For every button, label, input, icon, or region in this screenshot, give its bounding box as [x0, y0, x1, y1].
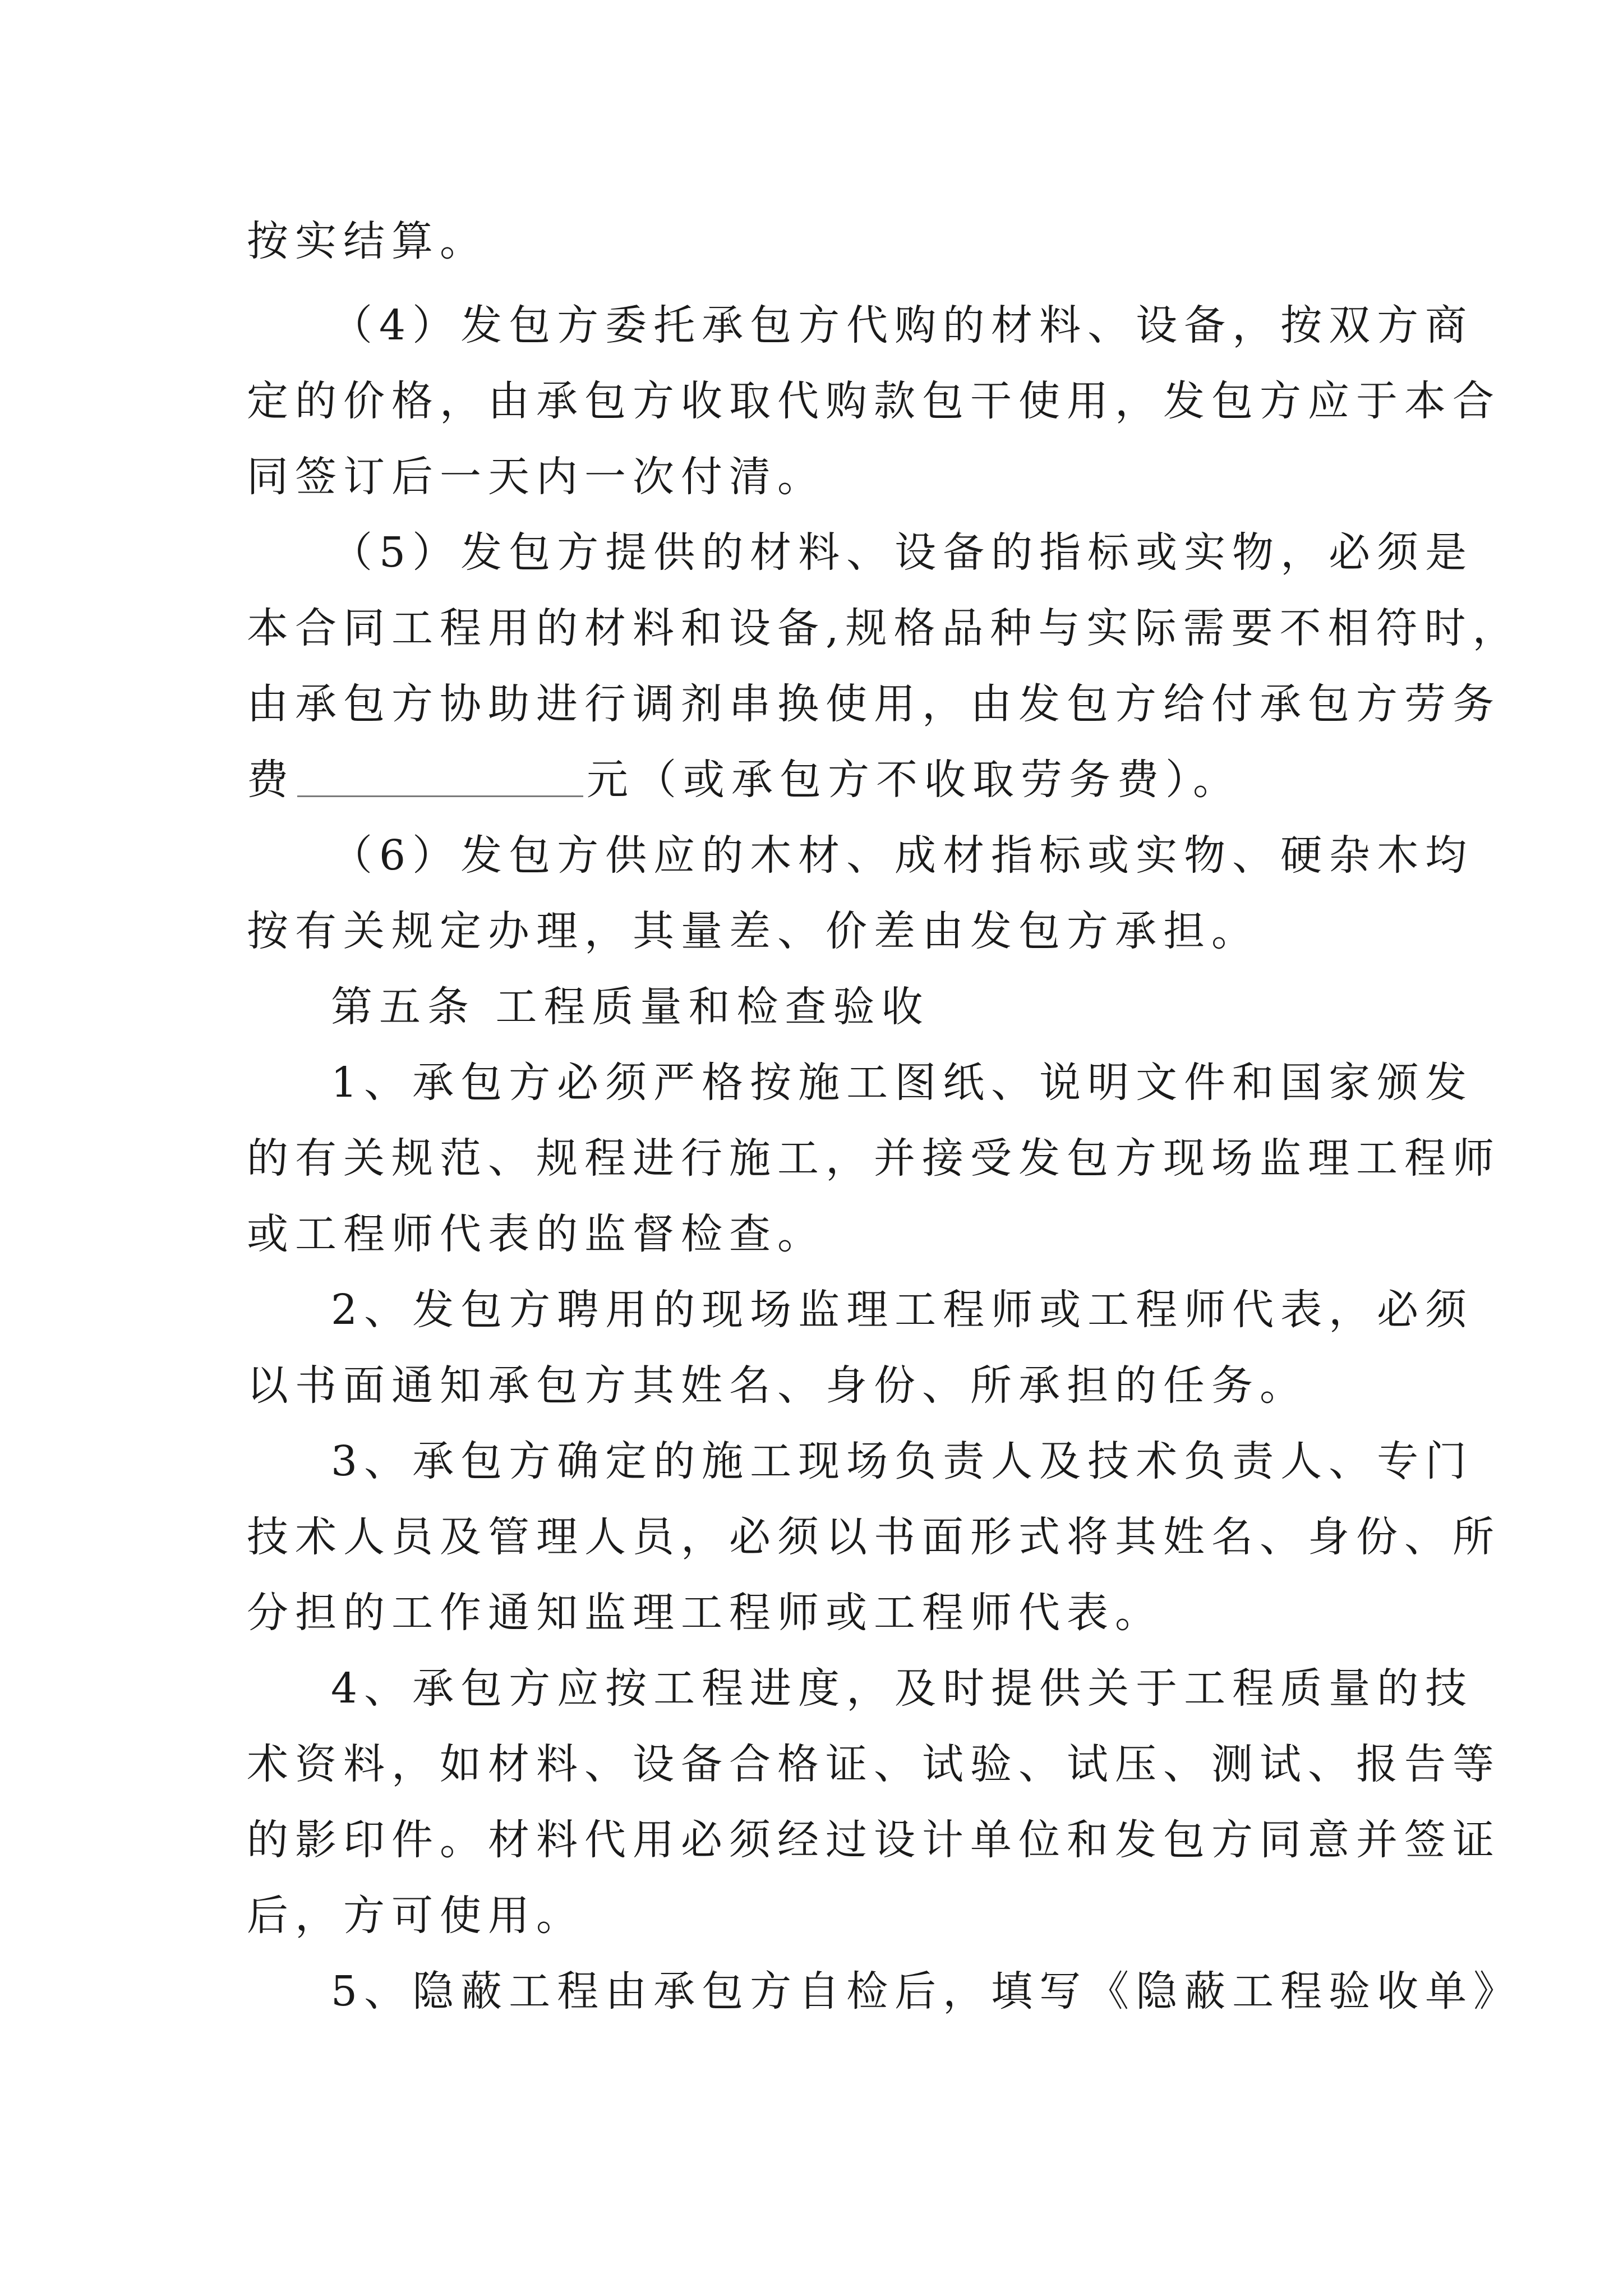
line-text: 或工程师代表的监督检查。	[247, 1210, 826, 1258]
line-text: 费	[247, 756, 295, 804]
text-line	[247, 1874, 1623, 1958]
line-text: 术资料，如材料、设备合格证、试验、试压、测试、报告等	[247, 1740, 1501, 1788]
line-text: （6）发包方供应的木材、成材指标或实物、硬杂木均	[331, 831, 1474, 880]
line-text: 技术人员及管理人员，必须以书面形式将其姓名、身份、所	[247, 1513, 1501, 1561]
text-line	[247, 435, 1623, 519]
line-text: 5、隐蔽工程由承包方自检后，填写《隐蔽工程验收单》	[331, 1967, 1522, 2016]
line-text: 元（或承包方不收取劳务费）。	[587, 756, 1241, 804]
line-text: 分担的工作通知监理工程师或工程师代表。	[247, 1589, 1163, 1637]
line-text: 的有关规范、规程进行施工，并接受发包方现场监理工程师	[247, 1134, 1501, 1182]
fill-in-blank	[297, 793, 583, 797]
text-line	[331, 1646, 1623, 1731]
text-line	[247, 662, 1623, 746]
line-text: （4）发包方委托承包方代购的材料、设备，按双方商	[331, 301, 1474, 349]
line-text: 按有关规定办理，其量差、价差由发包方承担。	[247, 907, 1260, 955]
text-line-with-blank	[247, 738, 1623, 822]
line-text: 的影印件。材料代用必须经过设计单位和发包方同意并签证	[247, 1816, 1501, 1864]
text-line	[331, 1268, 1623, 1352]
text-line	[247, 1343, 1623, 1428]
text-line	[331, 283, 1623, 367]
line-text: 定的价格，由承包方收取代购款包干使用，发包方应于本合	[247, 377, 1501, 425]
line-text: 以书面通知承包方其姓名、身份、所承担的任务。	[247, 1361, 1308, 1410]
line-text: 由承包方协助进行调剂串换使用，由发包方给付承包方劳务	[247, 680, 1501, 728]
line-text: 按实结算。	[247, 217, 488, 265]
line-text: 第五条 工程质量和检查验收	[331, 983, 930, 1031]
text-line	[247, 586, 1623, 670]
text-line	[247, 359, 1623, 443]
line-text: 4、承包方应按工程进度，及时提供关于工程质量的技	[331, 1664, 1474, 1713]
line-text: 后，方可使用。	[247, 1892, 584, 1940]
text-line	[247, 199, 1623, 283]
line-text: 1、承包方必须严格按施工图纸、说明文件和国家颁发	[331, 1059, 1474, 1107]
text-line	[247, 1495, 1623, 1579]
text-line	[247, 1722, 1623, 1806]
text-line	[247, 889, 1623, 973]
text-line	[331, 813, 1623, 898]
line-text: 3、承包方确定的施工现场负责人及技术负责人、专门	[331, 1437, 1474, 1485]
text-line	[247, 1192, 1623, 1276]
line-text: 2、发包方聘用的现场监理工程师或工程师代表，必须	[331, 1286, 1474, 1334]
text-line	[247, 1798, 1623, 1882]
text-line	[247, 1116, 1623, 1200]
section-heading	[331, 965, 1623, 1049]
line-text: 本合同工程用的材料和设备,规格品种与实际需要不相符时，	[247, 604, 1521, 652]
line-text: 同签订后一天内一次付清。	[247, 453, 826, 501]
text-line	[247, 1571, 1623, 1655]
text-line	[331, 510, 1623, 595]
line-text: （5）发包方提供的材料、设备的指标或实物，必须是	[331, 528, 1474, 577]
text-line	[331, 1949, 1623, 2033]
text-line	[331, 1041, 1623, 1125]
text-line	[331, 1419, 1623, 1503]
